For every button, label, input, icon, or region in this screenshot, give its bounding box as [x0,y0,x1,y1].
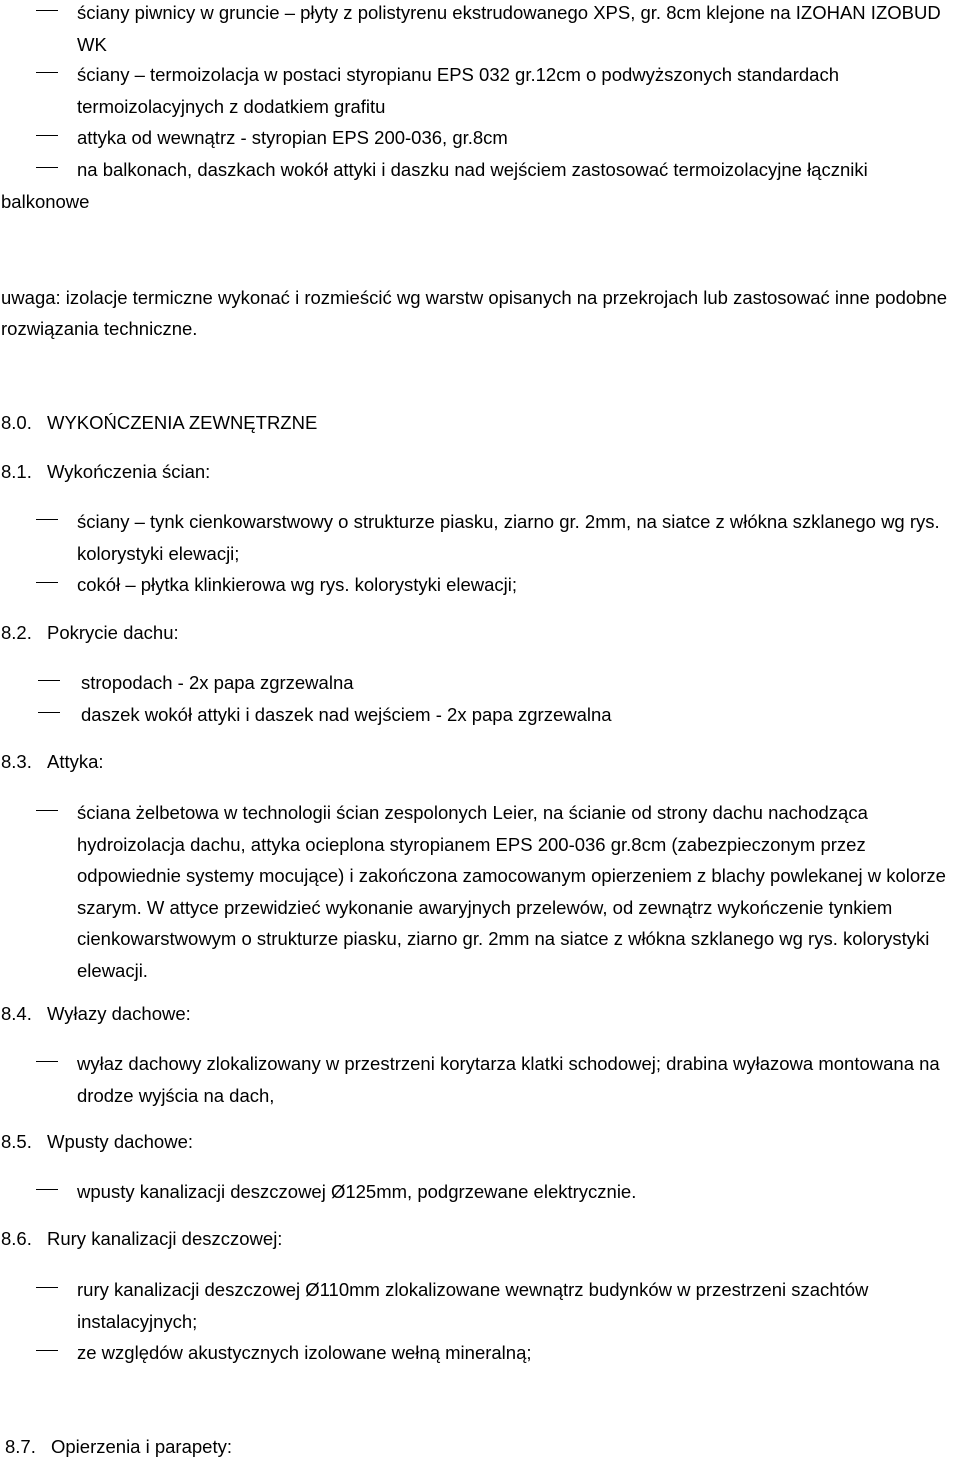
section-number: 8.1. [1,461,32,482]
list-item [0,59,952,123]
section-title: Wyłazy dachowe: [47,1003,191,1024]
section-number: 8.5. [1,1131,32,1152]
list-item [0,699,952,731]
list-item [0,1048,952,1112]
dash-bullet-icon [36,810,58,811]
section-number: 8.2. [1,622,32,643]
dash-bullet-icon [36,519,58,520]
section-heading-8-6 [1,1226,282,1252]
section-number: 8.7. [5,1436,36,1457]
section-heading-8-3 [1,749,104,775]
list-item-text: ściany – termoizolacja w postaci styropianu EPS 032 gr.12cm o podwyższonych standardach termoizolacyjnych z dodatkiem grafitu [77,64,839,117]
section-heading-8-0 [1,410,317,436]
list-item-text: rury kanalizacji deszczowej Ø110mm zlokalizowane wewnątrz budynków w przestrzeni szachtów instalacyjnych; [77,1279,869,1332]
section-heading-8-4 [1,1001,191,1027]
section-heading-8-1 [1,459,210,485]
list-item [0,1274,952,1338]
section-title: Rury kanalizacji deszczowej: [47,1228,283,1249]
list-item-text: daszek wokół attyki i daszek nad wejściem - 2x papa zgrzewalna [81,704,612,725]
section-heading-8-2 [1,620,179,646]
list-item [0,667,952,699]
list-item-text: attyka od wewnątrz - styropian EPS 200-036, gr.8cm [77,127,508,148]
section-title: Pokrycie dachu: [47,622,179,643]
list-item [0,797,952,987]
list-item-text: ściany piwnicy w gruncie – płyty z polistyrenu ekstrudowanego XPS, gr. 8cm klejone na IZOHAN IZOBUD WK [77,2,941,55]
list-item-text: wpusty kanalizacji deszczowej Ø125mm, podgrzewane elektrycznie. [77,1181,637,1202]
note-paragraph: uwaga: izolacje termiczne wykonać i rozmieścić wg warstw opisanych na przekrojach lub zastosować inne podobne rozwiązania techniczne. [1,287,948,339]
dash-bullet-icon [36,10,58,11]
list-item [0,1337,952,1369]
list-item-text: ściana żelbetowa w technologii ścian zespolonych Leier, na ścianie od strony dachu nachodząca hydroizolacja dachu, attyka ocieplona styropianem EPS 200-036 gr.8cm (zabezpieczonym przez odpowiednie systemy mocujące) i zakończona zamocowanym opierzeniem z blachy powlekanej w kolorze szarym. W attyce przewidzieć wykonanie awaryjnych przelewów, od zewnątrz wykończenie tynkiem cienkowarstwowym o strukturze piasku, ziarno gr. 2mm na siatce z włókna szklanego wg rys. kolorystyki elewacji. [77,802,946,981]
dash-bullet-icon [36,582,58,583]
section-number: 8.4. [1,1003,32,1024]
dash-bullet-icon [36,72,58,73]
list-item-text: ze względów akustycznych izolowane wełną mineralną; [77,1342,532,1363]
dash-bullet-icon [36,1350,58,1351]
list-item [0,1176,952,1208]
section-title: Wpusty dachowe: [47,1131,194,1152]
list-item-text: stropodach - 2x papa zgrzewalna [81,672,354,693]
section-number: 8.6. [1,1228,32,1249]
dash-bullet-icon [36,135,58,136]
list-item [0,569,952,601]
dash-bullet-icon [36,1061,58,1062]
section-title: Opierzenia i parapety: [51,1436,232,1457]
list-item-text: ściany – tynk cienkowarstwowy o strukturze piasku, ziarno gr. 2mm, na siatce z włókna szklanego wg rys. kolorystyki elewacji; [77,511,940,564]
list-item-text: wyłaz dachowy zlokalizowany w przestrzeni korytarza klatki schodowej; drabina wyłazowa montowana na drodze wyjścia na dach, [77,1053,940,1106]
dash-bullet-icon [38,680,60,681]
section-title: WYKOŃCZENIA ZEWNĘTRZNE [47,412,318,433]
section-number: 8.0. [1,412,32,433]
section-title: Attyka: [47,751,104,772]
list-item [0,154,952,218]
list-item [0,122,952,154]
section-number: 8.3. [1,751,32,772]
section-heading-8-7 [5,1434,232,1460]
section-title: Wykończenia ścian: [47,461,211,482]
list-item-text: na balkonach, daszkach wokół attyki i daszku nad wejściem zastosować termoizolacyjne łączniki balkonowe [1,159,868,212]
dash-bullet-icon [38,712,60,713]
list-item-text: cokół – płytka klinkierowa wg rys. kolorystyki elewacji; [77,574,518,595]
dash-bullet-icon [36,1287,58,1288]
list-item [0,506,952,570]
list-item [0,0,952,61]
section-heading-8-5 [1,1129,193,1155]
dash-bullet-icon [36,1189,58,1190]
